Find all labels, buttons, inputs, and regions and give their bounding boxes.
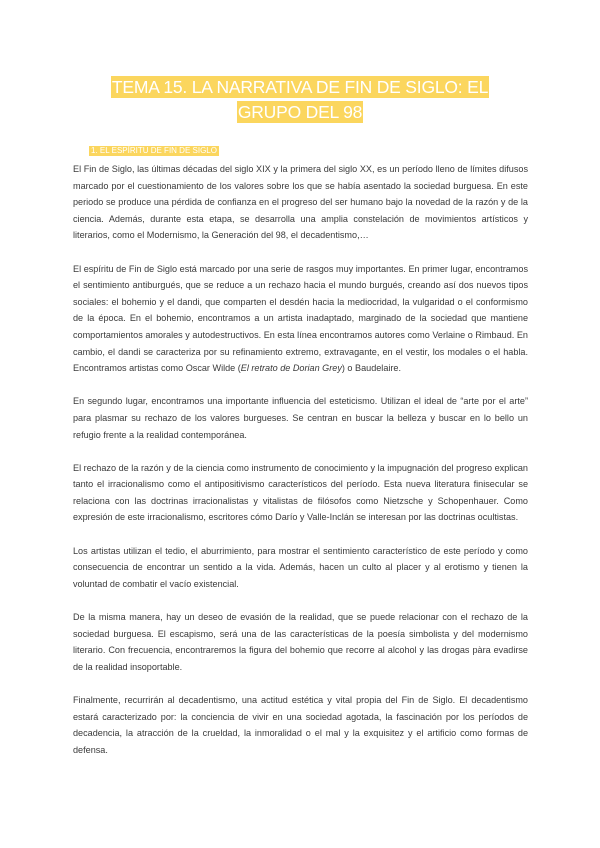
section-heading: 1. EL ESPÍRITU DE FIN DE SIGLO <box>91 146 217 155</box>
paragraph-intro: El Fin de Siglo, las últimas décadas del siglo XIX y la primera del siglo XX, es un período lleno de límites difusos marcado por el cuestionamiento de los valores sobre los que se había asentado la sociedad burguesa. En este periodo se produce una pérdida de confianza en el progreso del ser humano bajo la novedad de la razón y de la ciencia. Además, durante esta etapa, se desarrolla una amplia constelación de movimientos artísticos y literarios, como el Modernismo, la Generación del 98, el decadentismo,… <box>73 164 528 241</box>
paragraph-tedio: Los artistas utilizan el tedio, el aburrimiento, para mostrar el sentimiento característico de este período y como consecuencia de encontrar un sentido a la vida. Además, hacen un culto al placer y al erotismo y tienen la voluntad de combatir el vacío existencial. <box>73 545 528 589</box>
paragraph-antiburgues <box>73 261 528 377</box>
title-line-1: TEMA 15. LA NARRATIVA DE FIN DE SIGLO: EL <box>111 77 489 97</box>
paragraph-antiburgues-end: ) o Baudelaire. <box>341 363 402 374</box>
title-line-2: GRUPO DEL 98 <box>237 102 363 122</box>
paragraph-irracionalismo: El rechazo de la razón y de la ciencia como instrumento de conocimiento y la impugnación del progreso explican tanto el irracionalismo como el antipositivismo característicos del período. Esta nueva literatura finisecular se relaciona con las doctrinas irracionalistas y vitalistas de filósofos como Nietzsche y Schopenhauer. Como expresión de este irracionalismo, escritores cómo Darío y Valle-Inclán se interesan por las doctrinas ocultistas. <box>73 462 528 523</box>
dorian-grey-title: El retrato de Dorian Grey <box>240 363 342 374</box>
body-text <box>73 161 528 775</box>
paragraph-evasion: De la misma manera, hay un deseo de evasión de la realidad, que se puede relacionar con el rechazo de la sociedad burguesa. El escapismo, será una de las características de la poesía simbolista y del modernismo literario. Con frecuencia, encontraremos la figura del bohemio que recorre al alcohol y las drogas pàra evadirse de la realidad insoportable. <box>73 612 528 672</box>
paragraph-antiburgues-text: El espíritu de Fin de Siglo está marcado por una serie de rasgos muy importantes. En primer lugar, encontramos el sentimiento antiburgués, que se reduce a un rechazo hacia el mundo burgués, creando así dos nuevos tipos sociales: el bohemio y el dandi, que comparten el desdén hacia la mediocridad, la vulgaridad o el conformismo de la época. En el bohemio, encontramos a un artista inadaptado, marginado de la sociedad que mantiene comportamientos amorales y autodestructivos. En esta línea encontramos autores como Verlaine o Rimbaud. En cambio, el dandi se caracteriza por su refinamiento extremo, extravagante, en el vestir, los modales o el habla. Encontramos artistas como Oscar Wilde ( <box>73 263 528 374</box>
page-title <box>0 76 600 126</box>
paragraph-decadentismo: Finalmente, recurrirán al decadentismo, una actitud estética y vital propia del Fin de Siglo. El decadentismo estará caracterizado por: la conciencia de vivir en una sociedad agotada, la fascinación por los períodos de decadencia, la atracción de la crueldad, la inmoralidad o el mal y la exquisitez y el artificio como formas de defensa. <box>73 695 528 755</box>
paragraph-esteticismo: En segundo lugar, encontramos una importante influencia del esteticismo. Utilizan el ideal de “arte por el arte” para plasmar su rechazo de los valores burgueses. Se centran en buscar la belleza y buscar en lo bello un refugio frente a la realidad contemporánea. <box>73 396 528 440</box>
